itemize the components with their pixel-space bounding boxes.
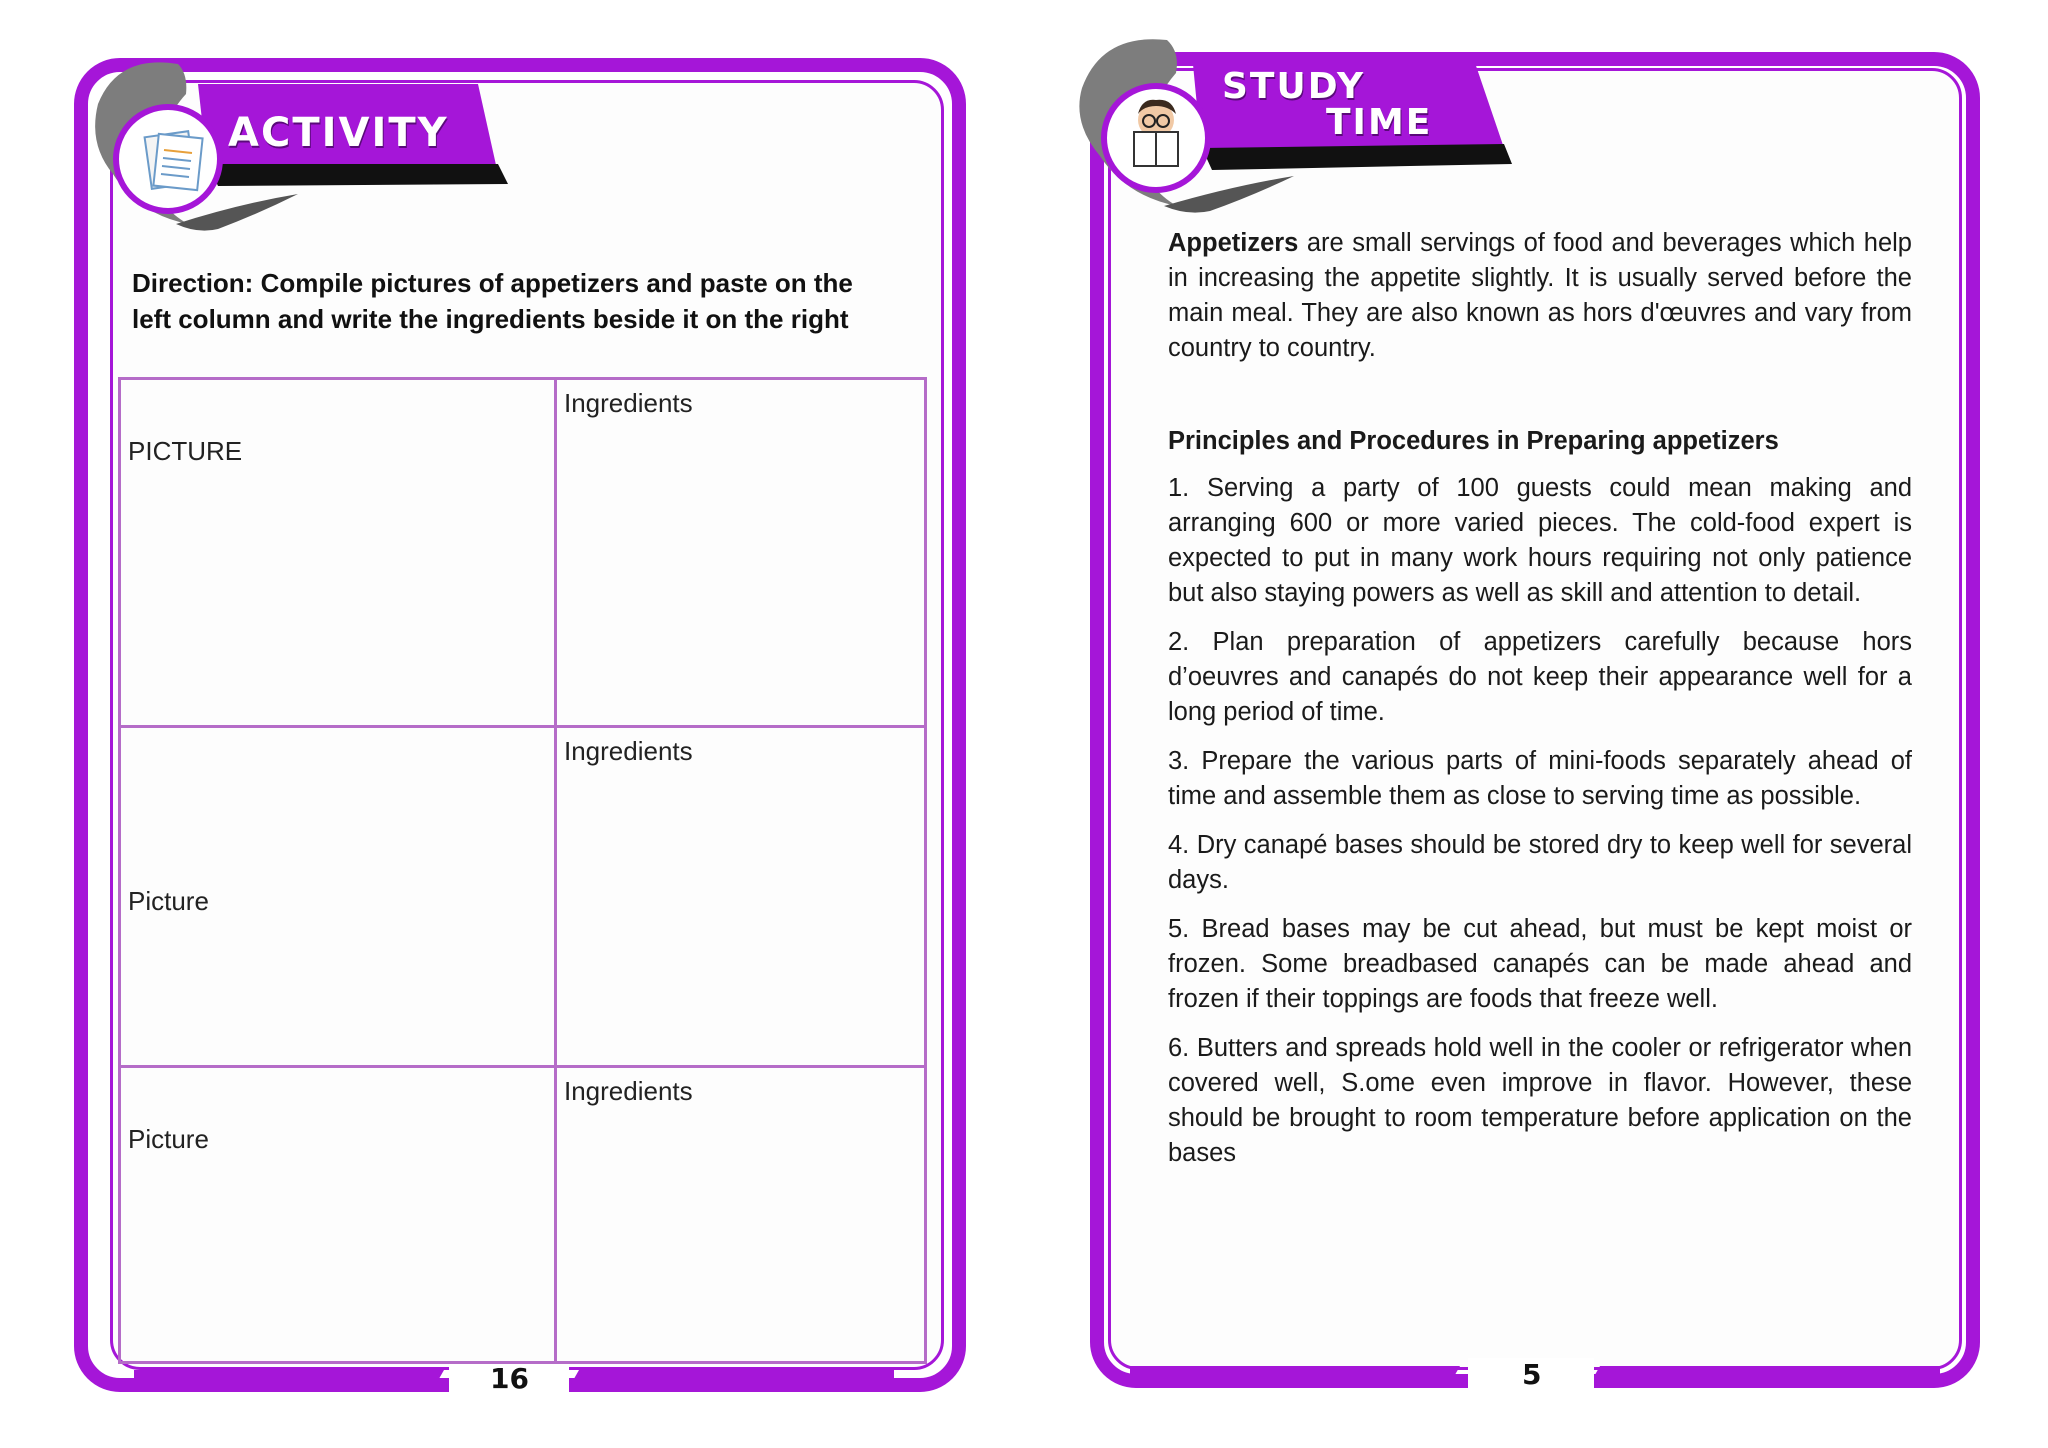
table-row bbox=[120, 1067, 926, 1363]
principles-heading: Principles and Procedures in Preparing appetizers bbox=[1168, 427, 1779, 455]
principle-item: 1. Serving a party of 100 guests could mean making and arranging 600 or more varied pieces. The cold-food expert is expected to put in many work hours requiring not only patience but also staying powers as well as skill and attention to detail. bbox=[1168, 474, 1912, 607]
ingredients-label: Ingredients bbox=[564, 1076, 693, 1106]
ingredients-cell[interactable] bbox=[556, 379, 926, 727]
principle-item: 2. Plan preparation of appetizers carefully because hors d’oeuvres and canapés do not keep their appearance well for a long period of time. bbox=[1168, 628, 1912, 726]
activity-table bbox=[118, 377, 927, 1364]
activity-banner-title: ACTIVITY bbox=[228, 110, 449, 156]
ingredients-cell[interactable] bbox=[556, 727, 926, 1067]
intro-paragraph bbox=[1168, 226, 1912, 366]
principle-item: 4. Dry canapé bases should be stored dry to keep well for several days. bbox=[1168, 831, 1912, 894]
intro-term: Appetizers bbox=[1168, 229, 1299, 257]
notepad-icon bbox=[142, 128, 208, 192]
ingredients-label: Ingredients bbox=[564, 388, 693, 418]
table-row bbox=[120, 727, 926, 1067]
intro-text: are small servings of food and beverages which help in increasing the appetite slightly. It is usually served before the main meal. They are also known as hors d'œuvres and vary from country to country. bbox=[1168, 229, 1912, 362]
study-banner-line2: TIME bbox=[1326, 102, 1433, 143]
picture-label: Picture bbox=[128, 886, 209, 916]
principle-item: 3. Prepare the various parts of mini-foods separately ahead of time and assemble them as close to serving time as possible. bbox=[1168, 747, 1912, 810]
principle-item: 6. Butters and spreads hold well in the cooler or refrigerator when covered well, S.ome even improve in flavor. However, these should be brought to room temperature before application on the bases bbox=[1168, 1034, 1912, 1167]
picture-cell[interactable] bbox=[120, 379, 556, 727]
picture-cell[interactable] bbox=[120, 1067, 556, 1363]
activity-direction: Direction: Compile pictures of appetizers and paste on the left column and write the ingredients beside it on the right bbox=[132, 268, 853, 334]
ingredients-label: Ingredients bbox=[564, 736, 693, 766]
study-body bbox=[1168, 226, 1912, 1171]
table-row bbox=[120, 379, 926, 727]
reading-student-icon bbox=[1120, 92, 1194, 172]
left-page-number: 16 bbox=[490, 1362, 529, 1395]
ingredients-cell[interactable] bbox=[556, 1067, 926, 1363]
principle-item: 5. Bread bases may be cut ahead, but must be kept moist or frozen. Some breadbased canapés can be made ahead and frozen if their toppings are foods that freeze well. bbox=[1168, 915, 1912, 1013]
picture-label: PICTURE bbox=[128, 436, 243, 466]
picture-label: Picture bbox=[128, 1124, 209, 1154]
study-banner-line1: STUDY bbox=[1222, 66, 1366, 107]
study-time-banner bbox=[1042, 28, 1512, 218]
picture-cell[interactable] bbox=[120, 727, 556, 1067]
right-page-number: 5 bbox=[1522, 1358, 1542, 1391]
